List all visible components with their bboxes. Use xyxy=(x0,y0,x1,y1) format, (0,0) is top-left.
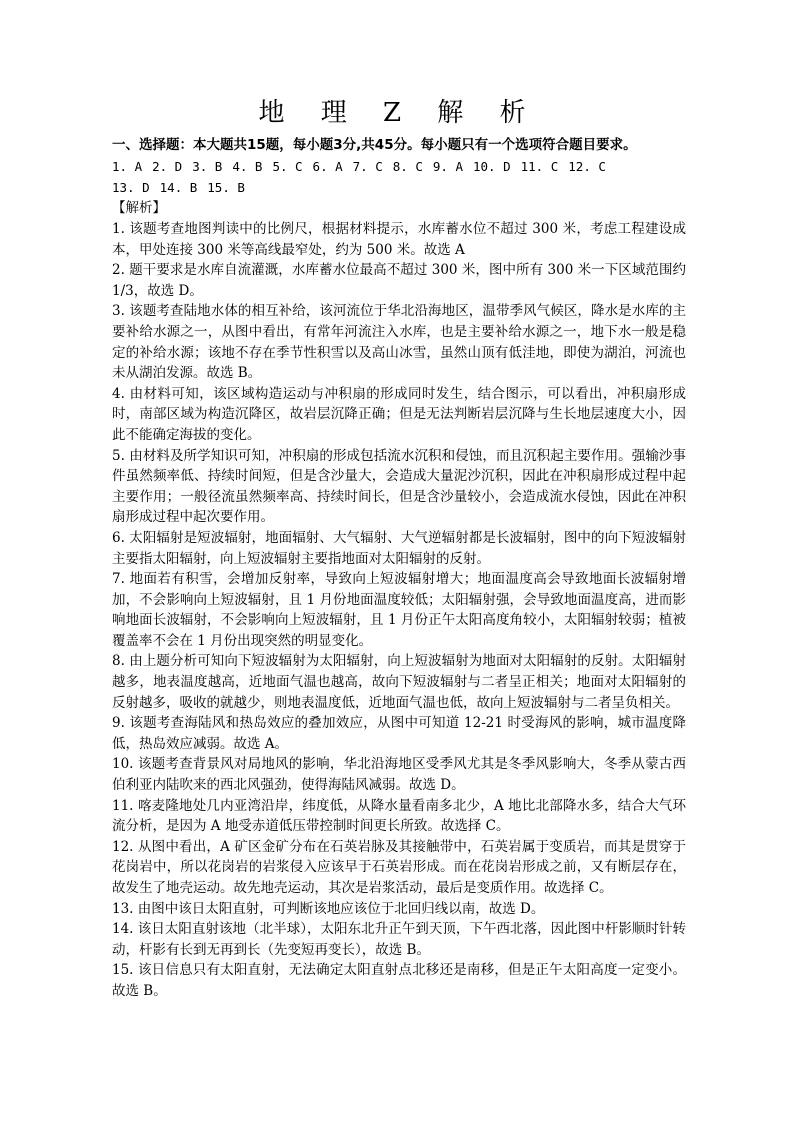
answer-item: 13. D xyxy=(112,180,150,195)
answer-item: 4. B xyxy=(232,159,263,174)
explanation-4: 4. 由材料可知，该区域构造运动与冲积扇的形成同时发生，结合图示，可以看出，冲积扇形成时，南部区域为构造沉降区，故岩层沉降正确；但是无法判断岩层沉降与生长地层速度大小，因此不能确定海拔的变化。 xyxy=(112,385,686,443)
explanation-1: 1. 该题考查地图判读中的比例尺，根据材料提示，水库蓄水位不超过 300 米，考虑工程建设成本，甲处连接 300 米等高线最窄处，约为 500 米。故选 A xyxy=(112,221,686,258)
answer-key-line-2 xyxy=(112,177,686,198)
explanation-10: 10. 该题考查背景风对局地风的影响，华北沿海地区受季风尤其是冬季风影响大，冬季从蒙古西伯利亚内陆吹来的西北风强劲，使得海陆风减弱。故选 D。 xyxy=(112,756,686,794)
answer-item: 6. A xyxy=(312,159,343,174)
explanation-13: 13. 由图中该日太阳直射，可判断该地应该位于北回归线以南，故选 D。 xyxy=(112,900,545,917)
analysis-label: 【解析】 xyxy=(112,200,166,216)
explanation-5: 5. 由材料及所学知识可知，冲积扇的形成包括流水沉积和侵蚀，而且沉积起主要作用。强输沙事件虽然频率低、持续时间短，但是含沙量大，会造成大量泥沙沉积，因此在冲积扇形成过程中起主要作用；一般径流虽然频率高、持续时间长，但是含沙量较小，会造成流水侵蚀，因此在冲积扇形成过程中起次要作用。 xyxy=(112,447,686,526)
explanation-9: 9. 该题考查海陆风和热岛效应的叠加效应，从图中可知道 12-21 时受海风的影响，城市温度降低，热岛效应减弱。故选 A。 xyxy=(112,715,686,752)
answer-item: 10. D xyxy=(472,159,511,174)
answer-item: 12. C xyxy=(568,159,606,174)
answer-item: 7. C xyxy=(352,159,383,174)
answer-item: 3. B xyxy=(192,159,223,174)
section-heading: 一、选择题：本大题共15题，每小题3分,共45分。每小题只有一个选项符合题目要求。 xyxy=(112,137,637,153)
answer-item: 1. A xyxy=(112,159,143,174)
answer-item: 11. C xyxy=(520,159,559,174)
answer-item: 9. A xyxy=(432,159,463,174)
answer-item: 5. C xyxy=(272,159,303,174)
answer-item: 14. B xyxy=(159,180,198,195)
answer-item: 15. B xyxy=(207,180,245,195)
document-page xyxy=(112,92,686,1002)
explanation-2: 2. 题干要求是水库自流灌溉，水库蓄水位最高不超过 300 米，图中所有 300 米一下区域范围约 1/3，故选 D。 xyxy=(112,262,686,299)
answer-item: 8. C xyxy=(392,159,423,174)
answer-key-line-1 xyxy=(112,156,686,177)
explanations-list xyxy=(112,219,686,1002)
page-title: 地 理 Z 解 析 xyxy=(258,98,540,128)
explanation-12: 12. 从图中看出，A 矿区金矿分布在石英岩脉及其接触带中，石英岩属于变质岩，而其是贯穿于花岗岩中，所以花岗岩的岩浆侵入应该早于石英岩形成。而在花岗岩形成之前，又有断层存在，故发生了地壳运动。故先地壳运动，其次是岩浆活动，最后是变质作用。故选择 C。 xyxy=(112,838,686,896)
explanation-7: 7. 地面若有积雪，会增加反射率，导致向上短波辐射增大；地面温度高会导致地面长波辐射增加，不会影响向上短波辐射，且 1 月份地面温度较低；太阳辐射强，会导致地面温度高，进而影响地面长波辐射，不会影响向上短波辐射，且 1 月份正午太阳高度角较小，太阳辐射较弱；植被覆盖率不会在 1 月份出现突然的明显变化。 xyxy=(112,571,686,649)
explanation-3: 3. 该题考查陆地水体的相互补给，该河流位于华北沿海地区，温带季风气候区，降水是水库的主要补给水源之一，从图中看出，有常年河流注入水库，也是主要补给水源之一，地下水一般是稳定的补给水源；该地不存在季节性积雪以及高山冰雪，虽然山顶有低洼地，即使为湖泊，河流也未从湖泊发源。故选 B。 xyxy=(112,303,686,382)
explanation-8: 8. 由上题分析可知向下短波辐射为太阳辐射，向上短波辐射为地面对太阳辐射的反射。太阳辐射越多，地表温度越高，近地面气温也越高，故向下短波辐射与二者呈正相关；地面对太阳辐射的反射越多，吸收的就越少，则地表温度低，近地面气温也低，故向上短波辐射与二者呈负相关。 xyxy=(112,653,686,711)
explanation-11: 11. 喀麦隆地处几内亚湾沿岸，纬度低，从降水量看南多北少，A 地比北部降水多，结合大气环流分析，是因为 A 地受赤道低压带控制时间更长所致。故选择 C。 xyxy=(112,797,686,835)
explanation-15: 15. 该日信息只有太阳直射，无法确定太阳直射点北移还是南移，但是正午太阳高度一定变小。故选 B。 xyxy=(112,962,686,999)
explanation-6: 6. 太阳辐射是短波辐射，地面辐射、大气辐射、大气逆辐射都是长波辐射，图中的向下短波辐射主要指太阳辐射，向上短波辐射主要指地面对太阳辐射的反射。 xyxy=(112,529,686,567)
answer-item: 2. D xyxy=(152,159,183,174)
explanation-14: 14. 该日太阳直射该地（北半球），太阳东北升正午到天顶，下午西北落，因此图中杆影顺时针转动，杆影有长到无再到长（先变短再变长），故选 B。 xyxy=(112,921,686,958)
